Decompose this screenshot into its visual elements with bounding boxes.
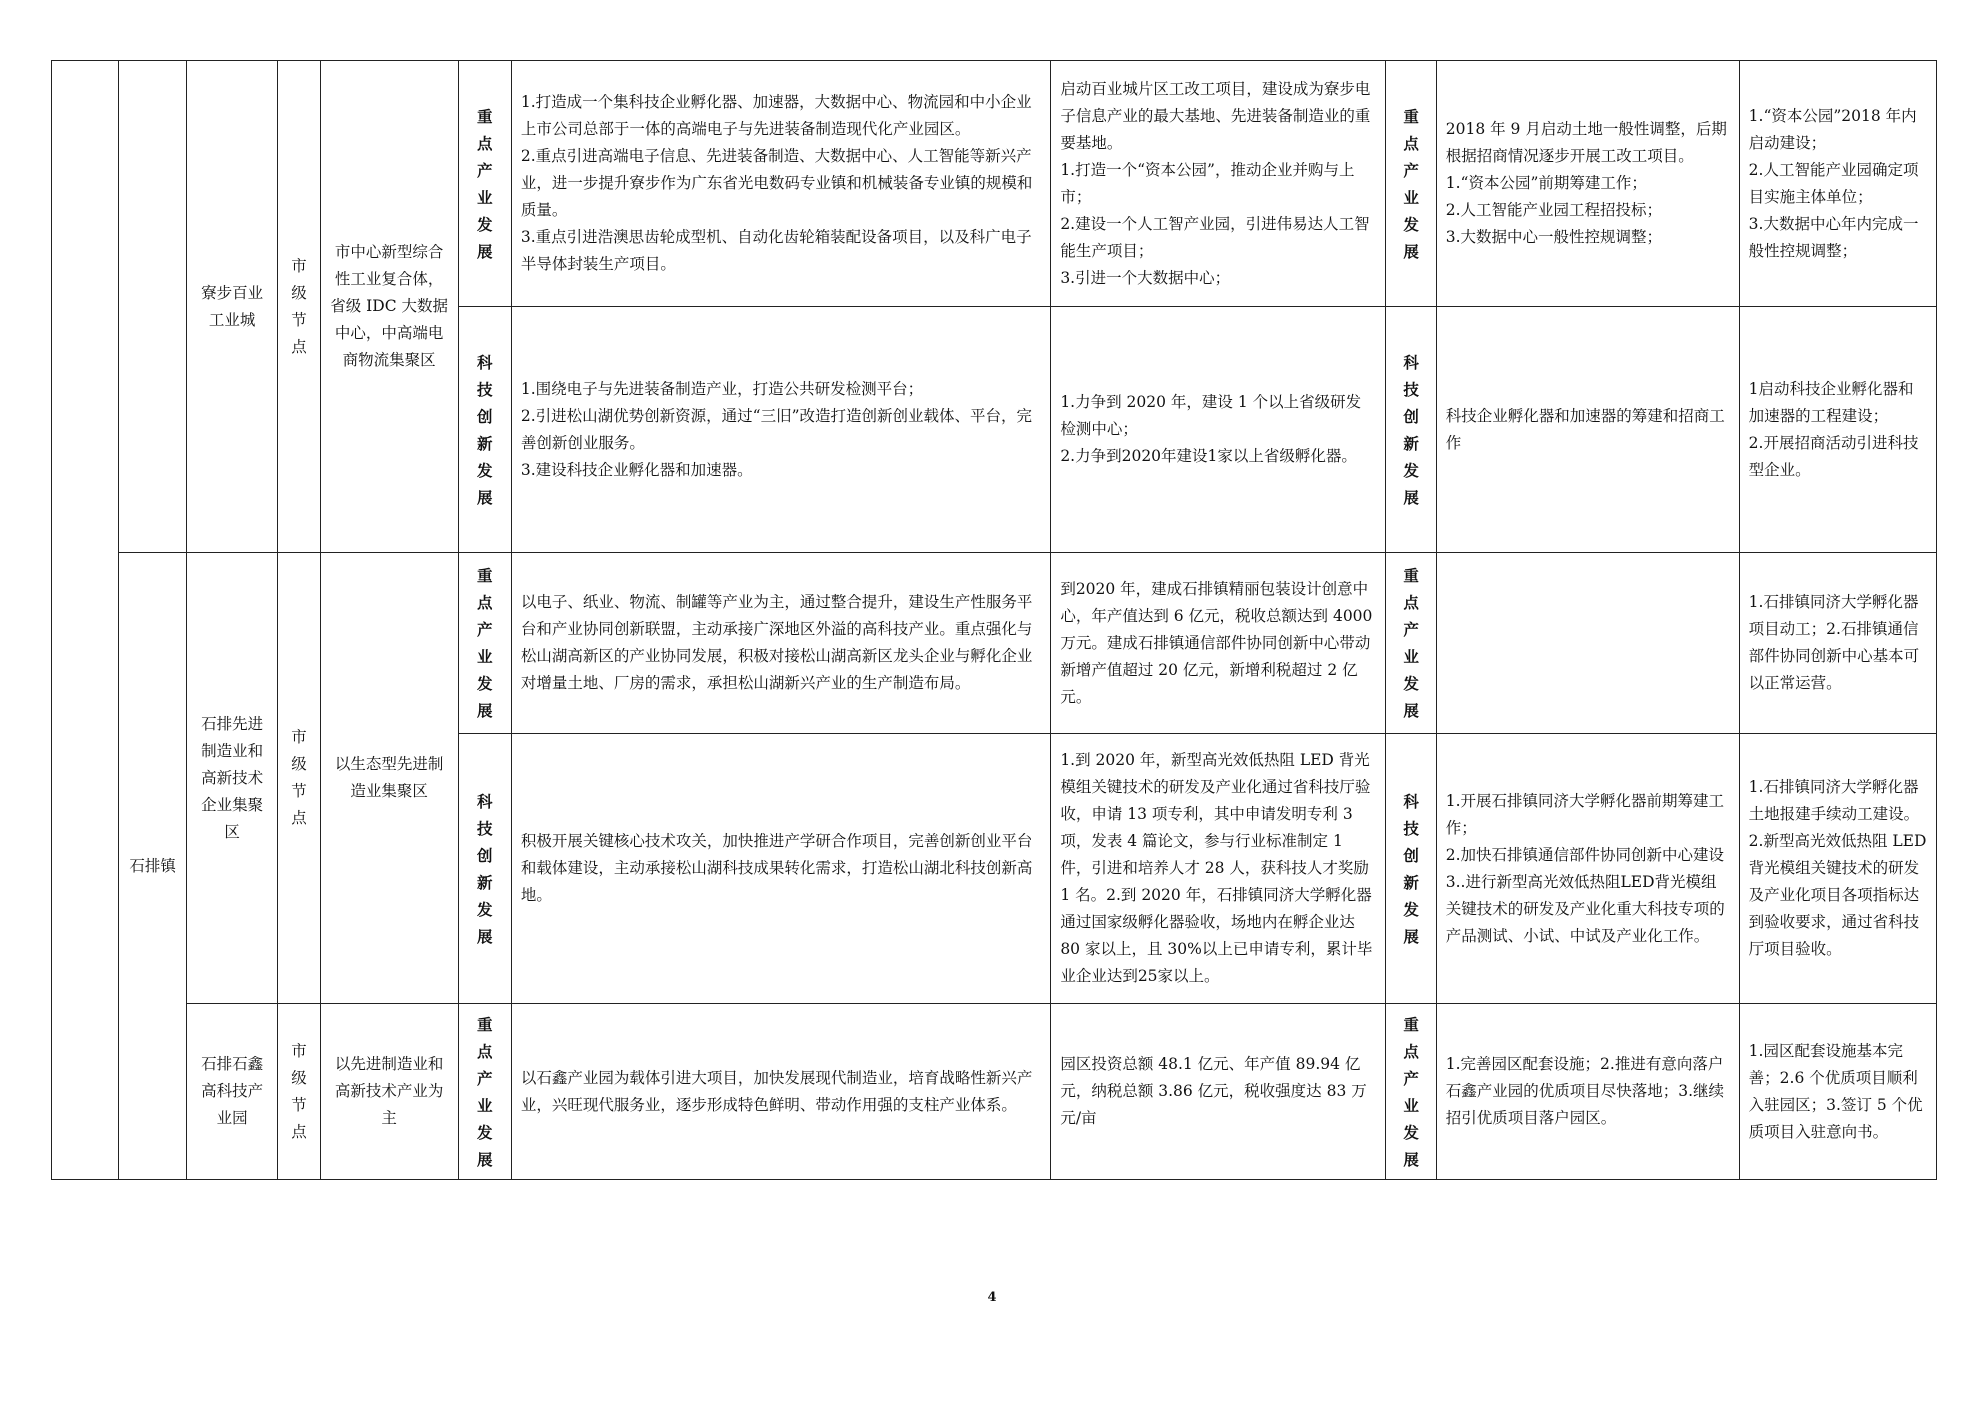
table-row xyxy=(52,61,1937,307)
cell-line: 3.大数据中心一般性控规调整； xyxy=(1445,228,1663,246)
goal-cell: 以石鑫产业园为载体引进大项目，加快发展现代制造业，培育战略性新兴产业，兴旺现代服务业，逐步形成特色鲜明、带动作用强的支柱产业体系。 xyxy=(511,1004,1050,1180)
plan-table xyxy=(51,60,1937,1180)
stacked-char: 科 xyxy=(476,791,493,811)
stacked-char: 点 xyxy=(476,593,493,612)
table-row xyxy=(52,553,1937,734)
district-name xyxy=(119,553,186,1180)
progress-cell xyxy=(1436,553,1739,734)
progress-cell xyxy=(1436,61,1739,307)
stacked-char: 科 xyxy=(1403,352,1419,372)
category-label xyxy=(458,1004,511,1180)
stacked-char: 点 xyxy=(476,133,493,153)
stacked-char: 产 xyxy=(476,620,493,639)
stacked-char: 展 xyxy=(476,926,493,946)
plan-cell: 1.石排镇同济大学孵化器项目动工；2.石排镇通信部件协同创新中心基本可以正常运营。 xyxy=(1739,553,1936,734)
cell-line: 3.引进一个大数据中心； xyxy=(1060,268,1231,287)
stacked-char: 点 xyxy=(1403,1041,1419,1061)
stacked-char: 发 xyxy=(1403,899,1419,919)
park-level xyxy=(278,553,320,1004)
park-positioning: 以先进制造业和高新技术产业为主 xyxy=(320,1004,458,1180)
goal-cell xyxy=(511,61,1050,307)
progress-cell: 科技企业孵化器和加速器的筹建和招商工作 xyxy=(1436,307,1739,553)
stacked-char: 业 xyxy=(476,187,493,207)
stacked-char: 重 xyxy=(476,566,493,585)
stacked-char: 技 xyxy=(1403,818,1419,838)
stacked-char: 镇 xyxy=(160,856,176,875)
park-name: 寮步百业工业城 xyxy=(186,61,278,553)
stacked-char: 石 xyxy=(129,856,145,875)
stacked-char: 点 xyxy=(1403,593,1419,612)
goal-cell xyxy=(511,307,1050,553)
park-name: 石排石鑫高科技产业园 xyxy=(186,1004,278,1180)
stacked-char: 级 xyxy=(291,1068,307,1087)
stacked-char: 发 xyxy=(476,1122,493,1142)
target-cell: 园区投资总额 48.1 亿元、年产值 89.94 亿元，纳税总额 3.86 亿元，税收强度达 83 万元/亩 xyxy=(1051,1004,1386,1180)
category-label xyxy=(458,61,511,307)
stacked-char: 排 xyxy=(144,856,161,875)
blank-cell xyxy=(52,61,119,1180)
stacked-char: 创 xyxy=(476,845,493,865)
stacked-char: 发 xyxy=(476,460,493,480)
stacked-char: 业 xyxy=(1403,1095,1419,1115)
category-label xyxy=(458,553,511,734)
stacked-char: 点 xyxy=(291,809,307,827)
plan-cell: 1.园区配套设施基本完善；2.6 个优质项目顺利入驻园区；3.签订 5 个优质项目入驻意向书。 xyxy=(1739,1004,1936,1180)
cell-line: 1.“资本公园”前期筹建工作； xyxy=(1445,174,1647,192)
park-name: 石排先进制造业和高新技术企业集聚区 xyxy=(186,553,278,1004)
stacked-char: 创 xyxy=(1403,845,1419,865)
cell-line: 2.人工智能产业园确定项目实施主体单位； xyxy=(1748,160,1919,206)
category-label xyxy=(1386,1004,1436,1180)
target-cell xyxy=(1051,307,1386,553)
stacked-char: 展 xyxy=(1403,1149,1419,1169)
stacked-char: 展 xyxy=(1403,487,1419,507)
cell-line: 3.大数据中心年内完成一般性控规调整； xyxy=(1748,214,1919,260)
stacked-char: 发 xyxy=(476,899,493,919)
plan-cell xyxy=(1739,307,1936,553)
park-level xyxy=(278,1004,320,1180)
stacked-char: 新 xyxy=(476,872,493,892)
stacked-char: 业 xyxy=(476,647,493,666)
stacked-char: 重 xyxy=(476,106,493,126)
stacked-char: 展 xyxy=(476,241,493,261)
stacked-char: 点 xyxy=(291,337,307,356)
stacked-char: 节 xyxy=(291,310,307,329)
category-label xyxy=(1386,307,1436,553)
stacked-char: 节 xyxy=(291,782,307,800)
stacked-char: 产 xyxy=(1403,160,1419,180)
stacked-char: 展 xyxy=(476,487,493,507)
category-label xyxy=(1386,553,1436,734)
stacked-char: 展 xyxy=(1403,926,1419,946)
cell-line: 1.打造成一个集科技企业孵化器、加速器，大数据中心、物流园和中小企业上市公司总部于一体的高端电子与先进装备制造现代化产业园区。 xyxy=(520,93,1032,138)
category-label xyxy=(1386,734,1436,1004)
page-number: 4 xyxy=(987,1290,997,1305)
stacked-char: 发 xyxy=(476,214,493,234)
stacked-char: 创 xyxy=(1403,406,1419,426)
stacked-char: 级 xyxy=(291,283,307,302)
cell-line: 2.建设一个人工智产业园，引进伟易达人工智能生产项目； xyxy=(1060,214,1370,260)
stacked-char: 业 xyxy=(476,1095,493,1115)
stacked-char: 发 xyxy=(1403,674,1419,693)
stacked-char: 展 xyxy=(476,1149,493,1169)
cell-line: 2.开展招商活动引进科技型企业。 xyxy=(1748,433,1919,479)
stacked-char: 节 xyxy=(291,1095,307,1114)
category-label xyxy=(458,307,511,553)
cell-line: 2.重点引进高端电子信息、先进装备制造、大数据中心、人工智能等新兴产业，进一步提升寮步作为广东省光电数码专业镇和机械装备专业镇的规模和质量。 xyxy=(520,147,1033,219)
stacked-char: 市 xyxy=(291,256,307,275)
stacked-char: 创 xyxy=(476,406,493,426)
stacked-char: 技 xyxy=(1403,379,1419,399)
stacked-char: 发 xyxy=(476,674,493,693)
stacked-char: 业 xyxy=(1403,187,1419,207)
stacked-char: 级 xyxy=(291,755,307,773)
stacked-char: 展 xyxy=(476,701,493,720)
category-label xyxy=(1386,61,1436,307)
blank-cell xyxy=(119,61,186,553)
cell-line: 启动百业城片区工改工项目，建设成为寮步电子信息产业的最大基地、先进装备制造业的重要基地。 xyxy=(1060,79,1371,152)
progress-cell: 1.完善园区配套设施；2.推进有意向落户石鑫产业园的优质项目尽快落地；3.继续招引优质项目落户园区。 xyxy=(1436,1004,1739,1180)
cell-line: 1.“资本公园”2018 年内启动建设； xyxy=(1748,106,1917,152)
stacked-char: 技 xyxy=(476,818,493,838)
stacked-char: 业 xyxy=(1403,647,1419,666)
stacked-char: 新 xyxy=(476,433,493,453)
stacked-char: 重 xyxy=(1403,566,1419,585)
cell-line: 2.加快石排镇通信部件协同创新中心建设 xyxy=(1445,845,1725,864)
stacked-char: 新 xyxy=(1403,433,1419,453)
cell-line: 1.打造一个“资本公园”，推动企业并购与上市； xyxy=(1060,160,1355,206)
stacked-char: 市 xyxy=(291,728,307,746)
stacked-char: 产 xyxy=(1403,1068,1419,1088)
stacked-char: 市 xyxy=(291,1041,307,1060)
target-cell xyxy=(1051,61,1386,307)
stacked-char: 展 xyxy=(1403,701,1419,720)
cell-line: 2.力争到2020年建设1家以上省级孵化器。 xyxy=(1060,447,1357,465)
target-cell: 1.到 2020 年，新型高光效低热阻 LED 背光模组关键技术的研发及产业化通过省科技厅验收，申请 13 项专利，其中申请发明专利 3 项，发表 4 篇论文，参与行业标准制定 1 件，引进和培养人才 28 人，获科技人才奖励 1 名。2.到 2020 年，石排镇同济大学孵化器通过国家级孵化器验收，场地内在孵企业达 80 家以上，且 30%以上已申请专利，累计毕业企业达到25家以上。 xyxy=(1051,734,1386,1004)
table-row xyxy=(52,1004,1937,1180)
stacked-char: 发 xyxy=(1403,214,1419,234)
category-label xyxy=(458,734,511,1004)
stacked-char: 技 xyxy=(476,379,493,399)
plan-cell: 1.石排镇同济大学孵化器土地报建手续动工建设。2.新型高光效低热阻 LED 背光模组关键技术的研发及产业化项目各项指标达到验收要求，通过省科技厅项目验收。 xyxy=(1739,734,1936,1004)
stacked-char: 展 xyxy=(1403,241,1419,261)
stacked-char: 科 xyxy=(476,352,493,372)
plan-cell xyxy=(1739,61,1936,307)
park-level xyxy=(278,61,320,553)
park-positioning: 市中心新型综合性工业复合体，省级 IDC 大数据中心，中高端电商物流集聚区 xyxy=(320,61,458,553)
cell-line: 2.人工智能产业园工程招投标； xyxy=(1445,201,1663,219)
stacked-char: 科 xyxy=(1403,791,1419,811)
goal-cell: 以电子、纸业、物流、制罐等产业为主，通过整合提升，建设生产性服务平台和产业协同创新联盟，主动承接广深地区外溢的高科技产业。重点强化与松山湖高新区的产业协同发展，积极对接松山湖高新区龙头企业与孵化企业对增量土地、厂房的需求，承担松山湖新兴产业的生产制造布局。 xyxy=(511,553,1050,734)
cell-line: 1.力争到 2020 年，建设 1 个以上省级研发检测中心； xyxy=(1060,393,1362,438)
cell-line: 2018 年 9 月启动土地一般性调整，后期根据招商情况逐步开展工改工项目。 xyxy=(1445,120,1727,165)
cell-line: 3..进行新型高光效低热阻LED背光模组关键技术的研发及产业化重大科技专项的产品测试、小试、中试及产业化工作。 xyxy=(1445,872,1725,945)
goal-cell: 积极开展关键核心技术攻关，加快推进产学研合作项目，完善创新创业平台和载体建设，主动承接松山湖科技成果转化需求，打造松山湖北科技创新高地。 xyxy=(511,734,1050,1004)
cell-line: 2.引进松山湖优势创新资源，通过“三旧”改造打造创新创业载体、平台，完善创新创业服务。 xyxy=(520,406,1033,452)
stacked-char: 产 xyxy=(476,160,493,180)
park-positioning: 以生态型先进制造业集聚区 xyxy=(320,553,458,1004)
cell-line: 3.建设科技企业孵化器和加速器。 xyxy=(520,460,753,479)
target-cell: 到2020 年，建成石排镇精丽包装设计创意中心，年产值达到 6 亿元，税收总额达到 4000 万元。建成石排镇通信部件协同创新中心带动新增产值超过 20 亿元，新增利税超过 2 亿元。 xyxy=(1051,553,1386,734)
stacked-char: 重 xyxy=(1403,106,1419,126)
stacked-char: 重 xyxy=(476,1014,493,1034)
stacked-char: 产 xyxy=(476,1068,493,1088)
cell-line: 1.围绕电子与先进装备制造产业，打造公共研发检测平台； xyxy=(520,379,924,398)
stacked-char: 点 xyxy=(476,1041,493,1061)
stacked-char: 发 xyxy=(1403,1122,1419,1142)
progress-cell xyxy=(1436,734,1739,1004)
cell-line: 1启动科技企业孵化器和加速器的工程建设； xyxy=(1748,379,1914,425)
cell-line: 1.开展石排镇同济大学孵化器前期筹建工作； xyxy=(1445,791,1725,837)
stacked-char: 产 xyxy=(1403,620,1419,639)
stacked-char: 新 xyxy=(1403,872,1419,892)
stacked-char: 点 xyxy=(1403,133,1419,153)
cell-line: 3.重点引进浩澳思齿轮成型机、自动化齿轮箱装配设备项目，以及科广电子半导体封装生产项目。 xyxy=(520,228,1032,273)
stacked-char: 发 xyxy=(1403,460,1419,480)
stacked-char: 重 xyxy=(1403,1014,1419,1034)
stacked-char: 点 xyxy=(291,1122,307,1141)
